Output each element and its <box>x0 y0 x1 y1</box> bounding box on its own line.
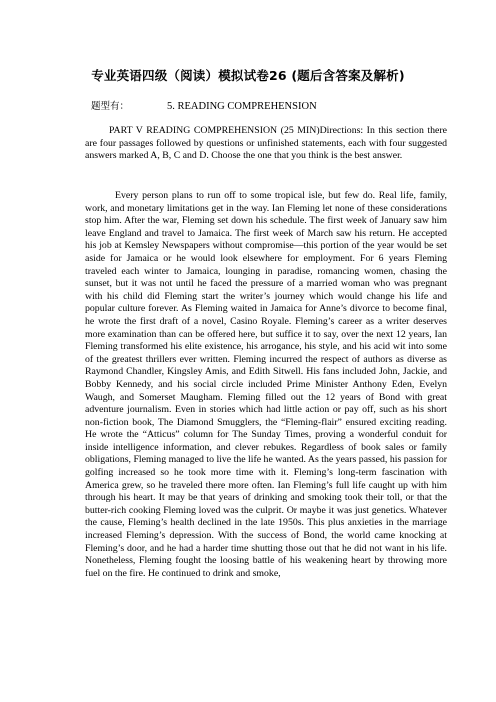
document-title: 专业英语四级（阅读）模拟试卷26 (题后含答案及解析) <box>91 68 405 83</box>
question-type-label: 题型有： <box>91 101 130 112</box>
question-type-line <box>91 98 471 112</box>
passage-paragraph: Every person plans to run off to some tropical isle, but few do. Real life, family, work, and monetary limitations get in the way. Ian Fleming let none of these considerations stop him. After the war, Fleming set down his schedule. The first week of January saw him leave England and travel to Jamaica. The first week of March saw his return. He accepted his job at Kemsley Newspapers without compromise—this portion of the year would be set aside for Jamaica or he would look elsewhere for employment. For 6 years Fleming traveled each winter to Jamaica, lounging in paradise, romancing women, chasing the sunset, but it was not until he faced the pressure of a married woman who was pregnant with his child did Fleming start the writer’s journey which would change his life and popular culture forever. As Fleming waited in Jamaica for Anne’s divorce to become final, he wrote the first draft of a novel, Casino Royale. Fleming’s career as a writer deserves more examination than can be offered here, but suffice it to say, over the next 12 years, Ian Fleming transformed his elite existence, his arrogance, his style, and his acid wit into some of the greatest thrillers ever written. Fleming incurred the respect of authors as diverse as Raymond Chandler, Kingsley Amis, and Edith Sitwell. His fans included John, Jackie, and Bobby Kennedy, and his social circle included Prime Minister Anthony Eden, Evelyn Waugh, and Somerset Maugham. Fleming filled out the 12 years of Bond with great adventure journalism. Even in stories which had little action or pay off, such as his short non-fiction book, The Diamond Smugglers, the “Fleming-flair” ensured exciting reading. He wrote the “Atticus” column for The Sunday Times, proving a wonderful conduit for inside intelligence information, and clever rebukes. Regardless of book sales or family obligations, Fleming managed to live the life he wanted. As the years passed, his passion for golfing increased so he took more time with it. Fleming’s long-term fascination with America grew, so he traveled there more often. Ian Fleming’s full life caught up with him through his heart. It may be that years of drinking and smoking took their toll, or that the butter-rich cooking Fleming loved was the culprit. Or maybe it was just genetics. Whatever the cause, Fleming’s health declined in the late 1950s. This plus anxieties in the marriage increased Fleming’s depression. With the success of Bond, the world came knocking at Fleming’s door, and he had a harder time shutting those out that he did not want in his life. Nonetheless, Fleming fought the loosing battle of his weakening heart by throwing more fuel on the fire. He continued to drink and smoke, <box>85 190 447 579</box>
question-type-value: 5. READING COMPREHENSION <box>167 101 317 112</box>
directions-paragraph: PART V READING COMPREHENSION (25 MIN)Directions: In this section there are four passages followed by questions or unfinished statements, each with four suggested answers marked A, B, C and D. Choose the one that you think is the best answer. <box>85 125 447 162</box>
